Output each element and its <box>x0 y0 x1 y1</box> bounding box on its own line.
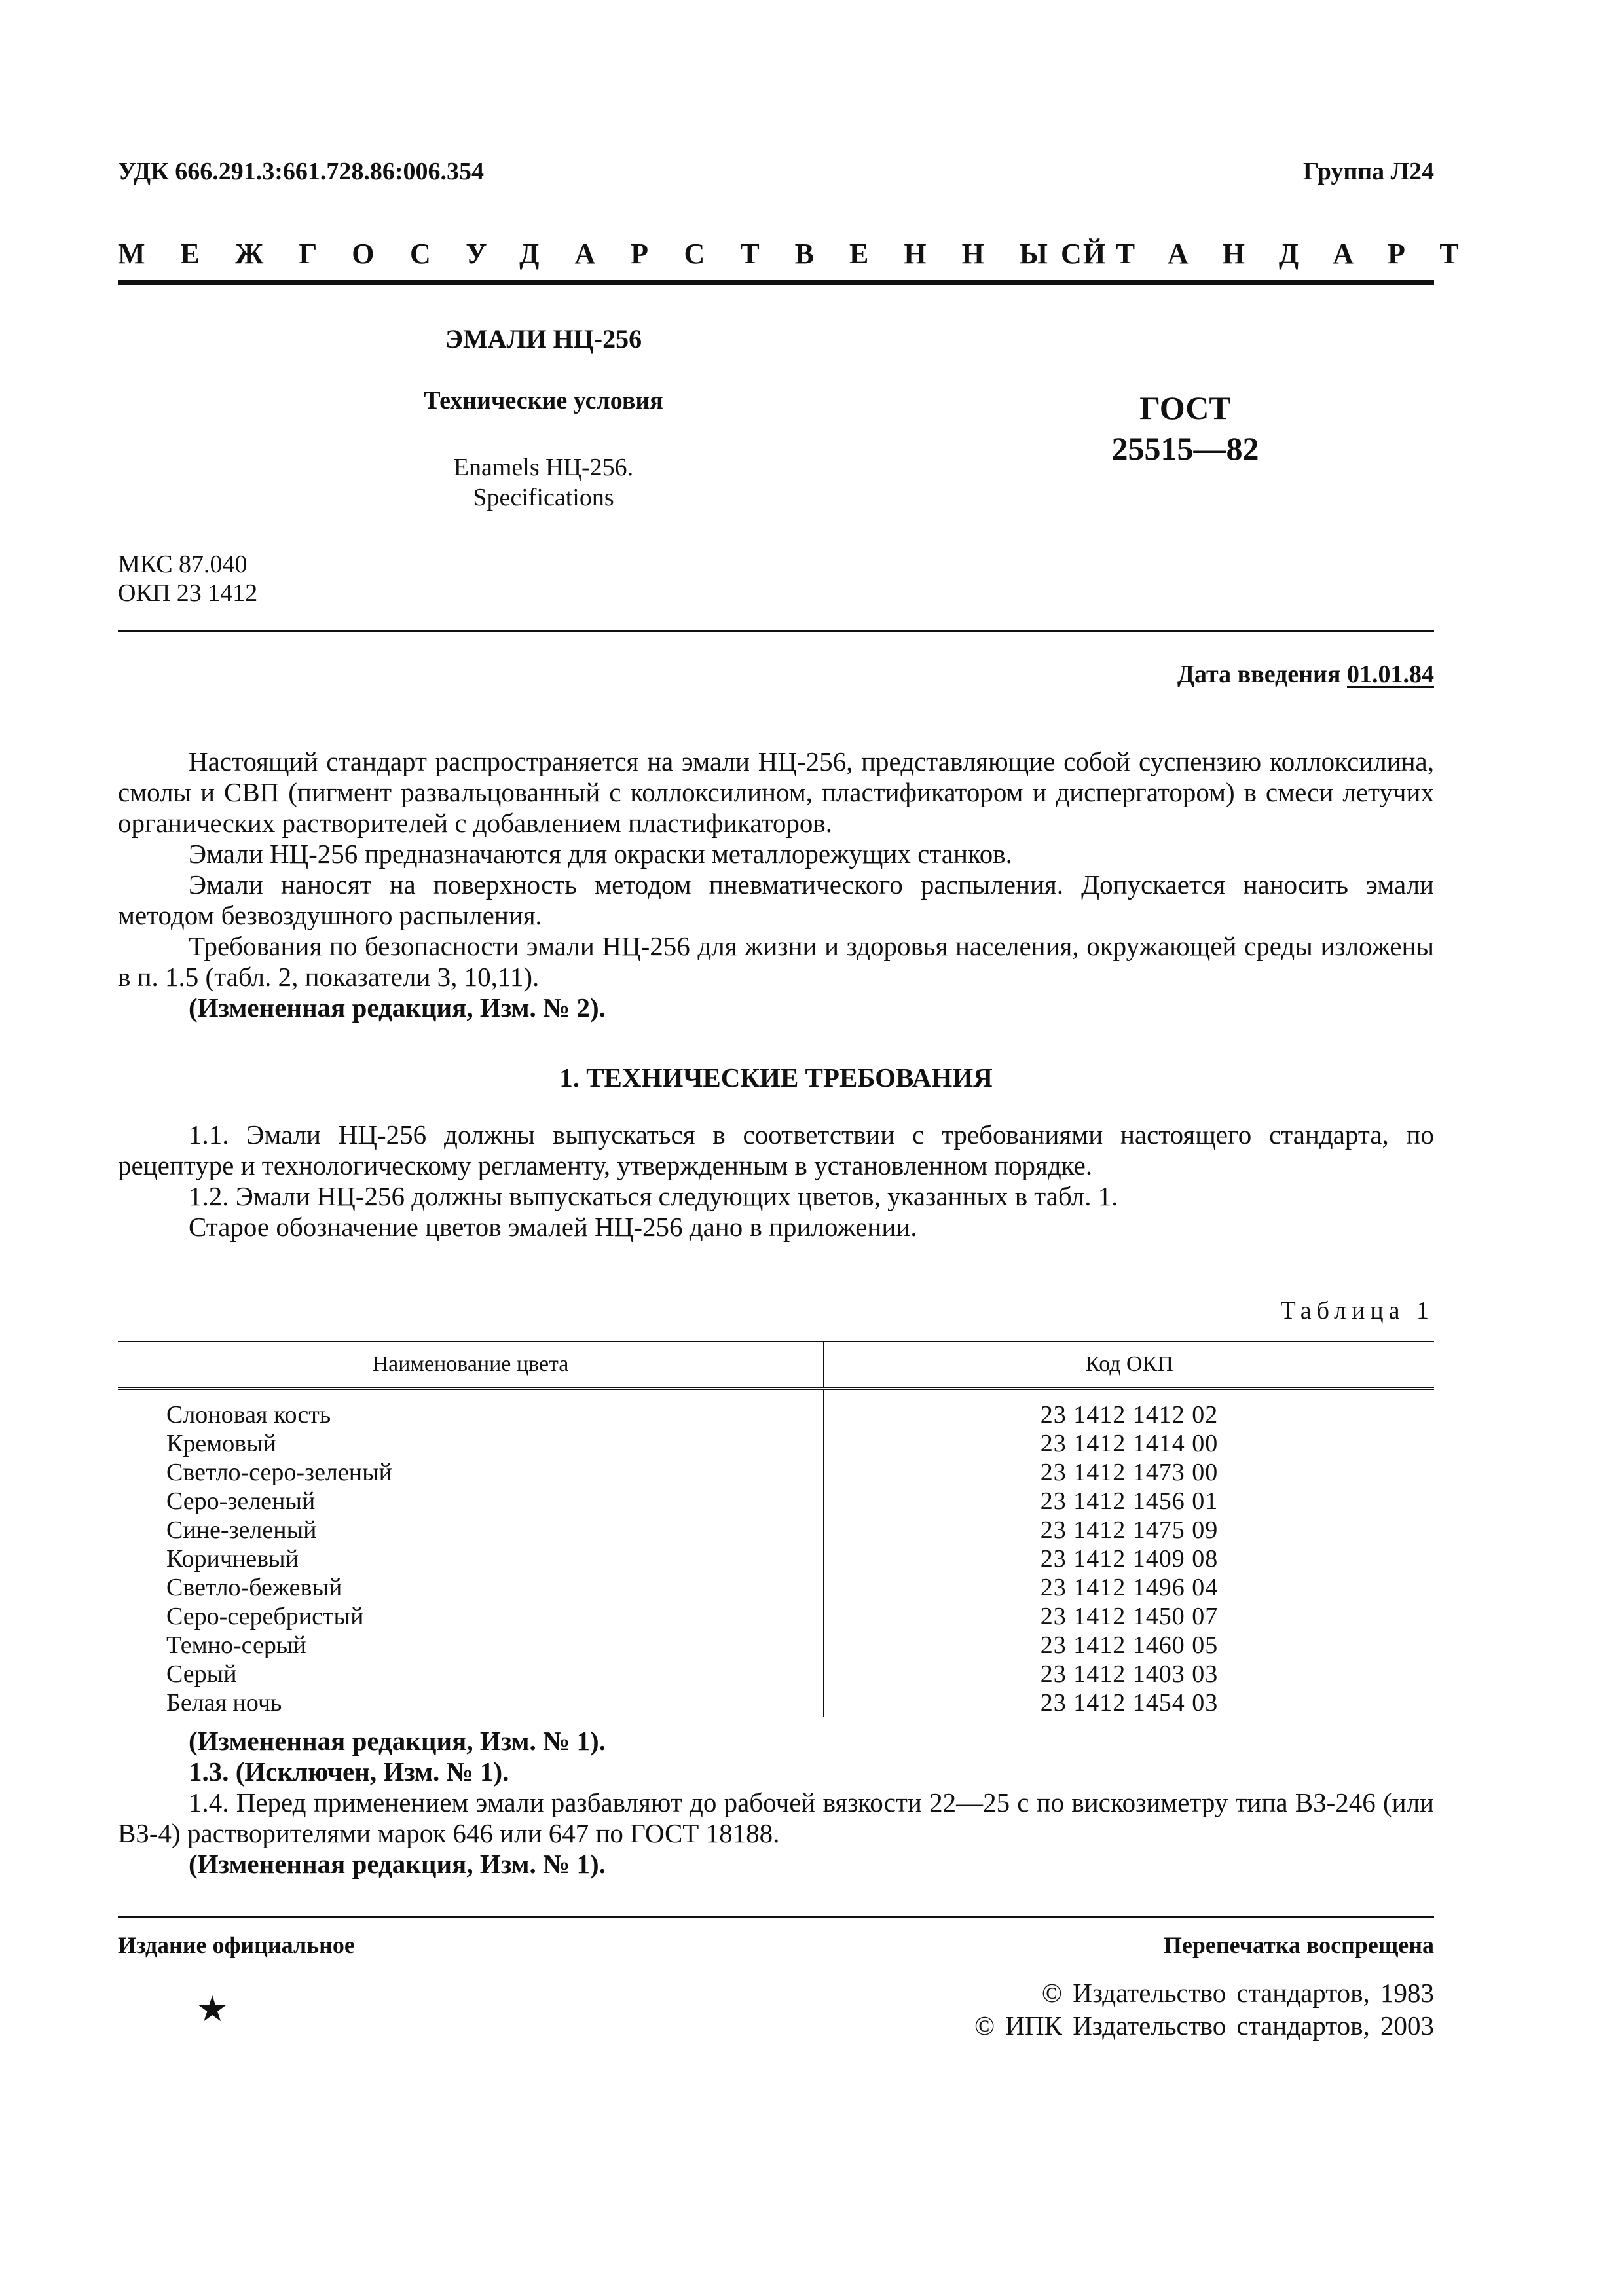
clause-1-2: 1.2. Эмали НЦ-256 должны выпускаться следующих цветов, указанных в табл. 1. <box>189 1181 1118 1211</box>
okp-code-cell: 23 1412 1403 03 <box>1040 1660 1219 1688</box>
okp-code-cell: 23 1412 1454 03 <box>1040 1689 1219 1717</box>
table-row <box>118 1389 1434 1430</box>
copyright-1983: © Издательство стандартов, 1983 <box>1041 1978 1434 2008</box>
table-header-okp-code: Код ОКП <box>824 1342 1434 1389</box>
clause-1-4-amendment: (Измененная редакция, Изм. № 1). <box>189 1849 606 1879</box>
color-name-cell: Кремовый <box>118 1429 824 1458</box>
okp-code-cell: 23 1412 1409 08 <box>1040 1545 1219 1573</box>
colors-table <box>118 1342 1434 1717</box>
okp-code-cell: 23 1412 1456 01 <box>1040 1487 1219 1515</box>
intro-date-label: Дата введения <box>1177 661 1341 688</box>
table-row <box>118 1573 1434 1602</box>
okp-code-cell: 23 1412 1475 09 <box>1040 1516 1219 1544</box>
gost-number: 25515—82 <box>1111 430 1259 467</box>
section1-text <box>118 1120 1434 1243</box>
clause-1-4: 1.4. Перед применением эмали разбавляют до рабочей вязкости 22—25 с по вискозиметру типа ВЗ-246 (или ВЗ-4) растворителями марок 646 или 647 по ГОСТ 18188. <box>118 1787 1434 1848</box>
intro-date <box>1177 660 1434 689</box>
official-edition: Издание официальное <box>118 1932 355 1958</box>
copyright-2003: © ИПК Издательство стандартов, 2003 <box>974 2011 1434 2041</box>
intro-amendment: (Измененная редакция, Изм. № 2). <box>189 993 606 1023</box>
table-header-color-name: Наименование цвета <box>118 1342 824 1389</box>
standard-subtitle: Технические условия <box>424 387 663 414</box>
table-row <box>118 1487 1434 1516</box>
okp-code-cell: 23 1412 1473 00 <box>1040 1459 1219 1486</box>
color-name-cell: Слоновая кость <box>118 1389 824 1430</box>
clause-1-1: 1.1. Эмали НЦ-256 должны выпускаться в соответствии с требованиями настоящего стандарта, по рецептуре и технологическому регламенту, утвержденным в установленном порядке. <box>118 1120 1434 1180</box>
color-name-cell: Серый <box>118 1660 824 1688</box>
banner-left-text: МЕЖГОСУДАРСТВЕННЫЙ <box>118 238 1141 270</box>
table-row <box>118 1660 1434 1688</box>
intro-text <box>118 746 1434 1023</box>
color-name-cell: Серо-серебристый <box>118 1602 824 1631</box>
intro-paragraph-2: Эмали НЦ-256 предназначаются для окраски металлорежущих станков. <box>189 839 1012 869</box>
color-name-cell: Серо-зеленый <box>118 1487 824 1516</box>
color-name-cell: Сине-зеленый <box>118 1516 824 1544</box>
english-subtitle: Specifications <box>473 484 614 511</box>
standard-title: ЭМАЛИ НЦ-256 <box>445 324 642 354</box>
table-row <box>118 1429 1434 1458</box>
star-icon: ★ <box>196 1990 229 2029</box>
color-name-cell: Светло-серо-зеленый <box>118 1458 824 1487</box>
okp-code-cell: 23 1412 1496 04 <box>1040 1574 1219 1601</box>
section-title: 1. ТЕХНИЧЕСКИЕ ТРЕБОВАНИЯ <box>559 1063 993 1093</box>
table-amendment: (Измененная редакция, Изм. № 1). <box>189 1726 606 1756</box>
color-name-cell: Темно-серый <box>118 1631 824 1660</box>
clause-1-3: 1.3. (Исключен, Изм. № 1). <box>189 1757 509 1787</box>
intro-paragraph-3: Эмали наносят на поверхность методом пневматического распыления. Допускается наносить эмали методом безвоздушного распыления. <box>118 869 1434 930</box>
okp-code-cell: 23 1412 1450 07 <box>1040 1603 1219 1630</box>
intro-paragraph-1: Настоящий стандарт распространяется на эмали НЦ-256, представляющие собой суспензию коллоксилина, смолы и СВП (пигмент развальцованный с коллоксилином, пластификатором и диспергатором) в смеси летучих органических растворителей с добавлением пластификаторов. <box>118 746 1434 838</box>
table-caption: Таблица 1 <box>1280 1297 1434 1324</box>
table-header-row <box>118 1342 1434 1389</box>
table-row <box>118 1516 1434 1544</box>
clause-1-2-note: Старое обозначение цветов эмалей НЦ-256 дано в приложении. <box>189 1212 917 1242</box>
table-row <box>118 1602 1434 1631</box>
table-row <box>118 1544 1434 1573</box>
section1-continued <box>118 1726 1434 1880</box>
gost-label: ГОСТ <box>1139 390 1231 426</box>
reprint-prohibited: Перепечатка воспрещена <box>1163 1932 1434 1958</box>
table-row <box>118 1458 1434 1487</box>
footer-rule <box>118 1916 1434 1918</box>
okp-code: ОКП 23 1412 <box>118 579 258 607</box>
color-name-cell: Белая ночь <box>118 1688 824 1717</box>
color-name-cell: Светло-бежевый <box>118 1573 824 1602</box>
intro-paragraph-4: Требования по безопасности эмали НЦ-256 для жизни и здоровья населения, окружающей среды изложены в п. 1.5 (табл. 2, показатели 3, 10,11). <box>118 931 1434 992</box>
table-row <box>118 1631 1434 1660</box>
title-rule <box>118 630 1434 632</box>
banner-rule <box>118 280 1434 285</box>
mks-code: МКС 87.040 <box>118 551 248 578</box>
intro-date-value: 01.01.84 <box>1347 661 1434 688</box>
english-title: Enamels НЦ-256. <box>453 454 634 481</box>
okp-code-cell: 23 1412 1414 00 <box>1040 1430 1219 1457</box>
group-code: Группа Л24 <box>1302 158 1434 185</box>
okp-code-cell: 23 1412 1460 05 <box>1040 1631 1219 1659</box>
udk-code: УДК 666.291.3:661.728.86:006.354 <box>118 158 485 185</box>
table-row <box>118 1688 1434 1717</box>
color-name-cell: Коричневый <box>118 1544 824 1573</box>
banner-left <box>118 237 1141 270</box>
okp-code-cell: 23 1412 1412 02 <box>1040 1401 1219 1429</box>
banner-right: СТАНДАРТ <box>1061 238 1493 270</box>
